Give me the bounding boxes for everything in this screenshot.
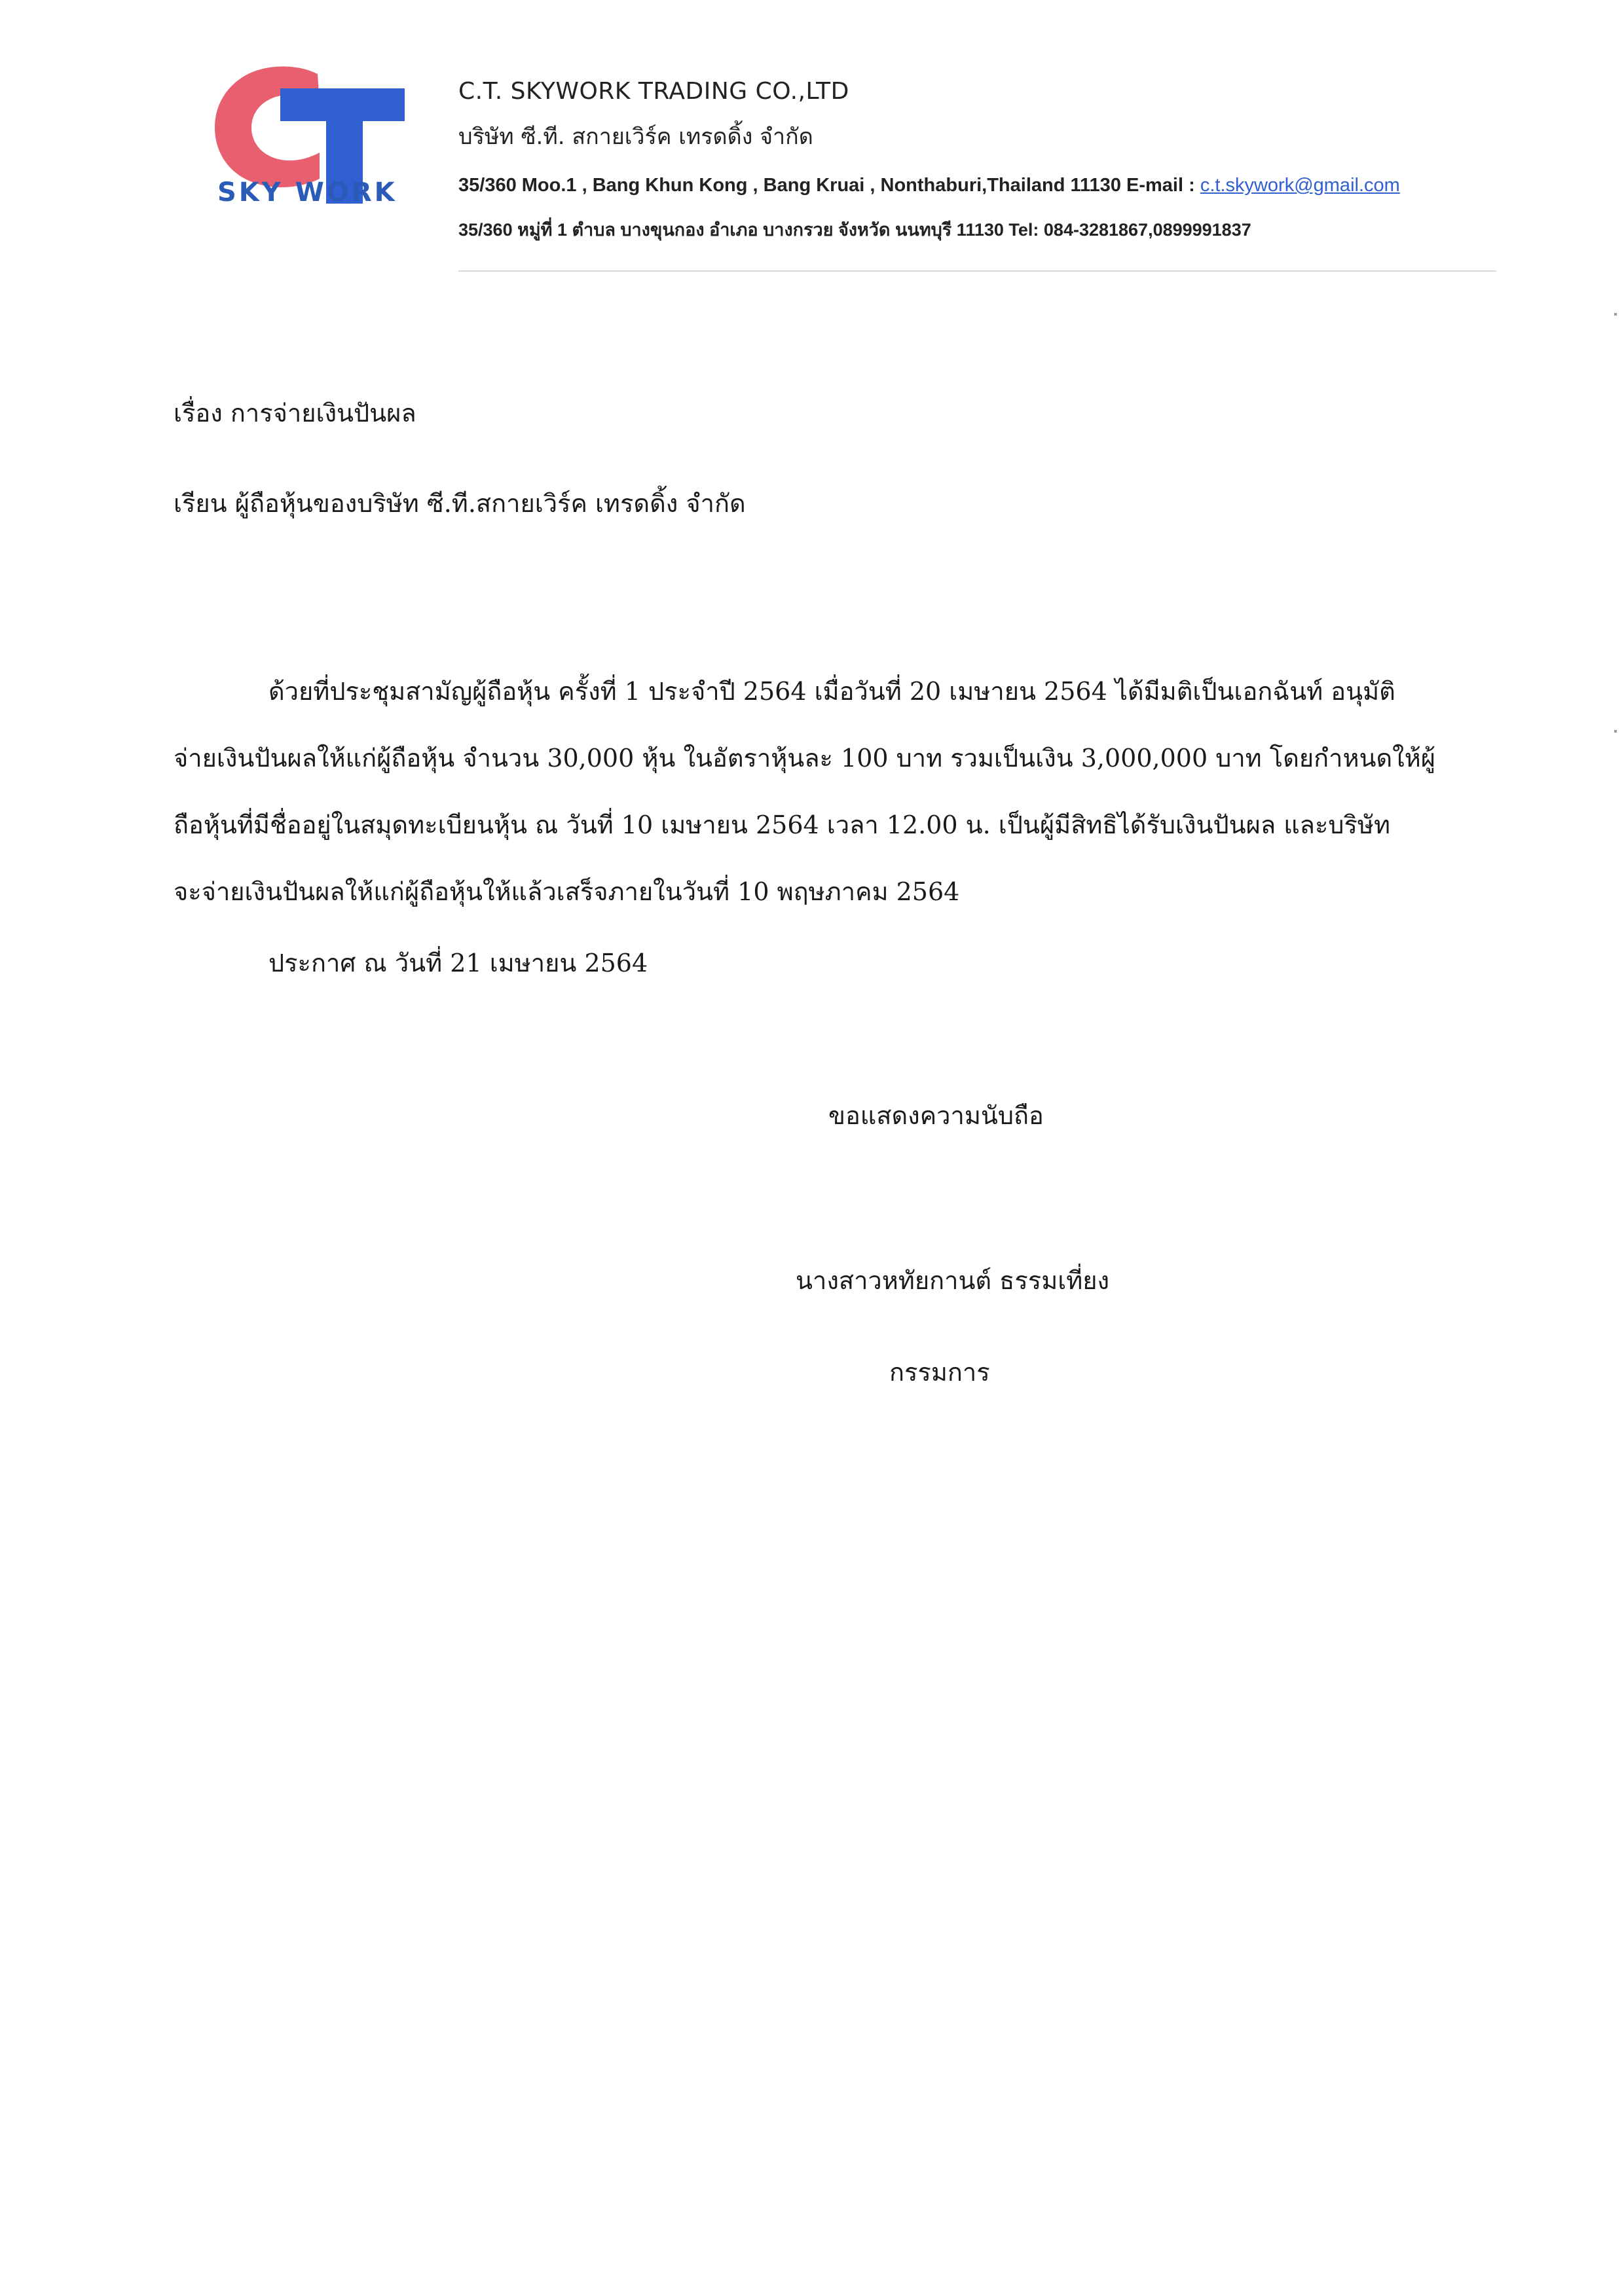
header-divider	[458, 270, 1496, 272]
paragraph-line: จ่ายเงินปันผลให้แก่ผู้ถือหุ้น จำนวน 30,000 หุ้น ในอัตราหุ้นละ 100 บาท รวมเป็นเงิน 3,000,000 บาท โดยกำหนดให้ผู้	[174, 744, 1436, 773]
signer-position: กรรมการ	[889, 1358, 990, 1387]
letter-subject: เรื่อง การจ่ายเงินปันผล	[174, 399, 416, 428]
email-link[interactable]: c.t.skywork@gmail.com	[1200, 175, 1400, 196]
logo-letter-c	[215, 66, 320, 187]
scan-speck	[1614, 313, 1617, 316]
signer-name: นางสาวหทัยกานต์ ธรรมเที่ยง	[796, 1266, 1110, 1295]
address-th-line: 35/360 หมู่ที่ 1 ตำบล บางขุนกอง อำเภอ บางกรวย จังหวัด นนทบุรี 11130 Tel: 084-3281867,0899991837	[458, 220, 1251, 240]
closing-phrase: ขอแสดงความนับถือ	[828, 1101, 1044, 1130]
paragraph-line: จะจ่ายเงินปันผลให้แก่ผู้ถือหุ้นให้แล้วเสร็จภายในวันที่ 10 พฤษภาคม 2564	[174, 877, 960, 906]
paragraph-line: ด้วยที่ประชุมสามัญผู้ถือหุ้น ครั้งที่ 1 ประจำปี 2564 เมื่อวันที่ 20 เมษายน 2564 ได้มีมติเป็นเอกฉันท์ อนุมัติ	[268, 677, 1395, 706]
company-name-en: C.T. SKYWORK TRADING CO.,LTD	[458, 78, 849, 105]
logo-wordmark: SKY WORK	[217, 177, 397, 208]
address-en-line	[458, 165, 1506, 206]
address-en-text: 35/360 Moo.1 , Bang Khun Kong , Bang Kruai , Nonthaburi,Thailand 11130 E-mail :	[458, 175, 1200, 196]
scan-speck	[1614, 730, 1617, 733]
paragraph-line: ถือหุ้นที่มีชื่ออยู่ในสมุดทะเบียนหุ้น ณ วันที่ 10 เมษายน 2564 เวลา 12.00 น. เป็นผู้มีสิทธิได้รับเงินปันผล และบริษัท	[174, 811, 1391, 839]
letter-body-paragraph	[174, 658, 1496, 925]
letter-salutation: เรียน ผู้ถือหุ้นของบริษัท ซี.ที.สกายเวิร์ค เทรดดิ้ง จำกัด	[174, 489, 746, 518]
letterhead-block	[458, 72, 1506, 250]
announcement-date: ประกาศ ณ วันที่ 21 เมษายน 2564	[268, 949, 648, 977]
company-name-th: บริษัท ซี.ที. สกายเวิร์ค เทรดดิ้ง จำกัด	[458, 124, 813, 150]
company-logo	[203, 62, 413, 213]
